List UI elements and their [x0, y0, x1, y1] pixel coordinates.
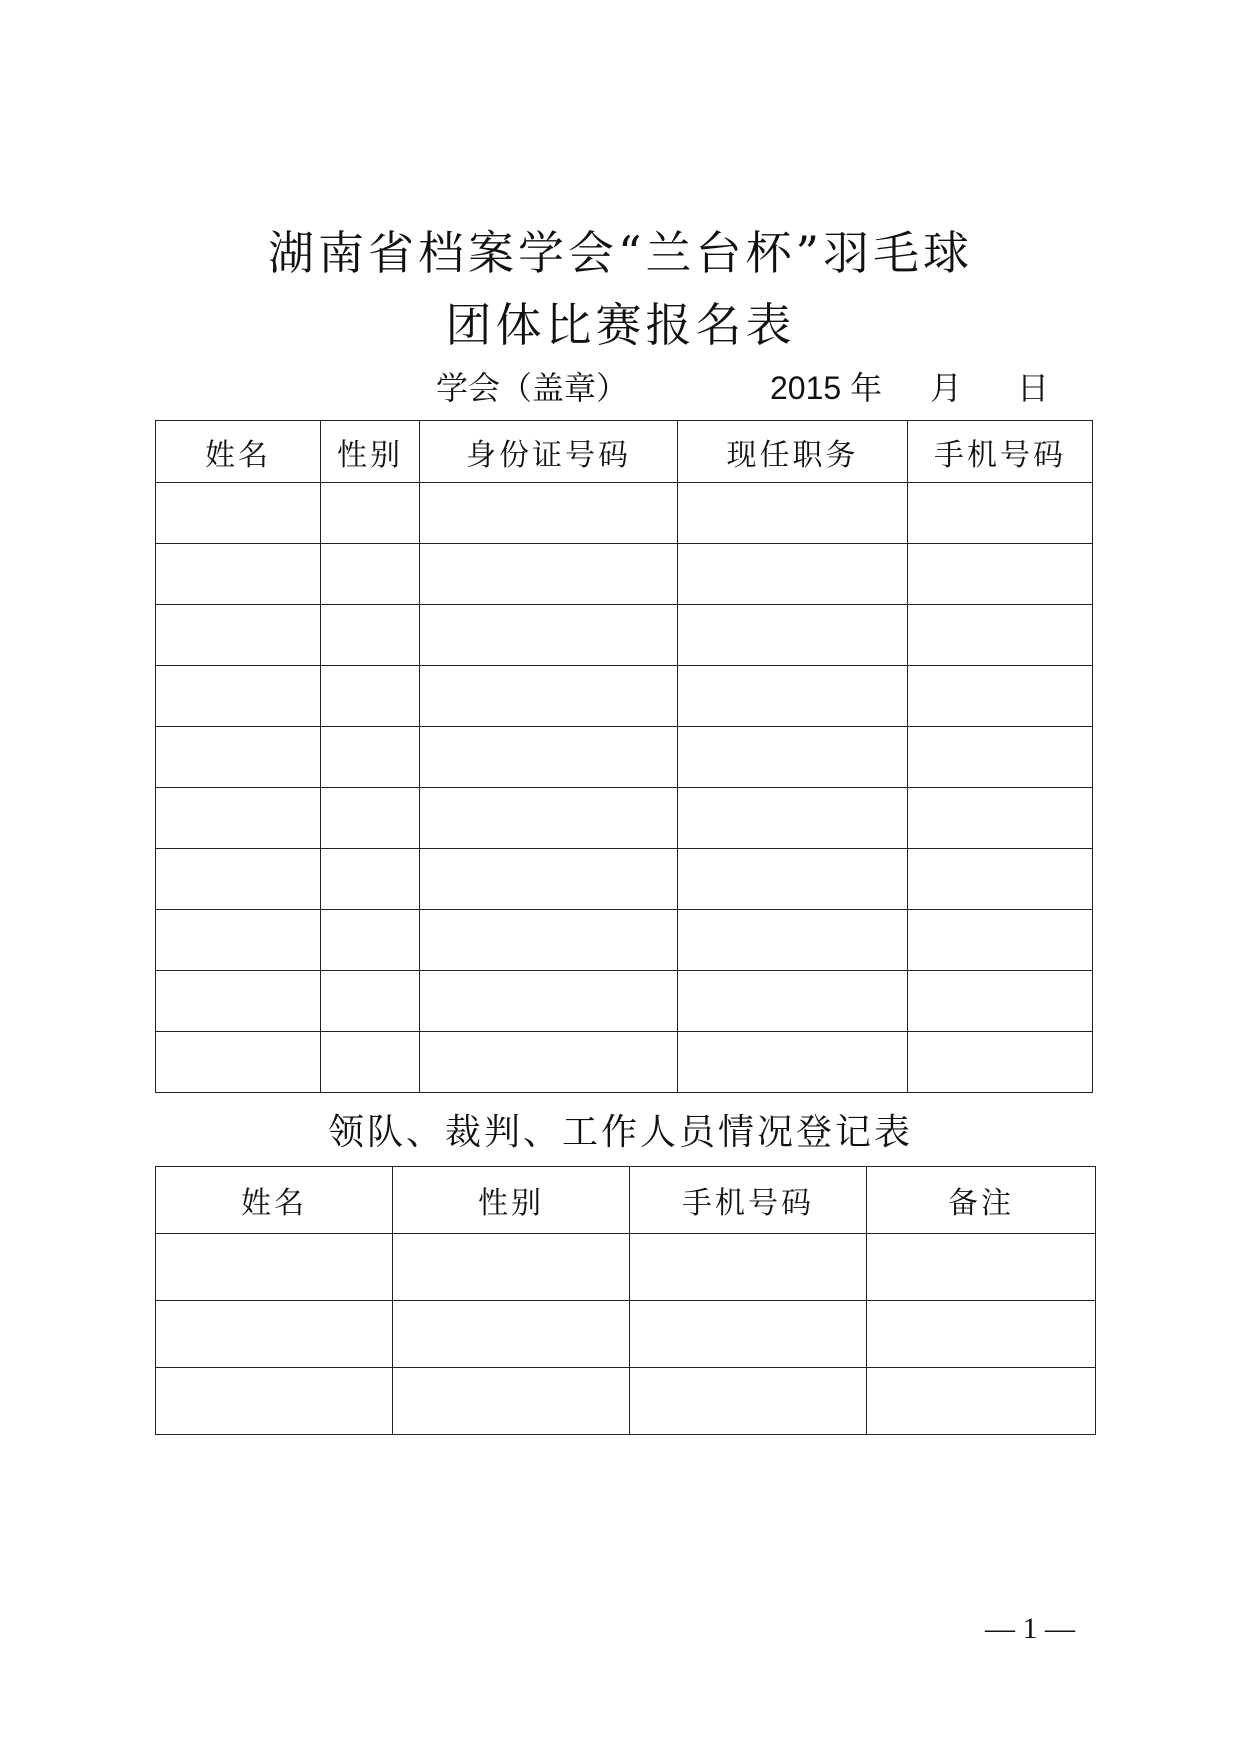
- table-cell[interactable]: [678, 910, 908, 971]
- table-cell[interactable]: [156, 727, 321, 788]
- table-cell[interactable]: [908, 788, 1093, 849]
- document-title-line2: 团体比赛报名表: [445, 298, 796, 352]
- header-name: 姓名: [156, 1167, 393, 1234]
- table-cell[interactable]: [867, 1368, 1096, 1435]
- table-cell[interactable]: [908, 971, 1093, 1032]
- table-row: [156, 1032, 1093, 1093]
- table-cell[interactable]: [908, 1032, 1093, 1093]
- table-cell[interactable]: [321, 849, 420, 910]
- table-cell[interactable]: [678, 605, 908, 666]
- table-cell[interactable]: [630, 1368, 867, 1435]
- table-cell[interactable]: [867, 1301, 1096, 1368]
- table-cell[interactable]: [321, 483, 420, 544]
- header-position: 现任职务: [678, 421, 908, 483]
- header-phone: 手机号码: [630, 1167, 867, 1234]
- table-cell[interactable]: [156, 910, 321, 971]
- table-cell[interactable]: [908, 849, 1093, 910]
- table-cell[interactable]: [630, 1234, 867, 1301]
- table-cell[interactable]: [156, 1301, 393, 1368]
- staff-table-body: [156, 1234, 1096, 1435]
- table-cell[interactable]: [321, 1032, 420, 1093]
- table-cell[interactable]: [678, 727, 908, 788]
- table-cell[interactable]: [678, 666, 908, 727]
- seal-label: 学会（盖章）: [436, 369, 629, 407]
- day-label: 日: [1017, 369, 1050, 407]
- table-cell[interactable]: [156, 666, 321, 727]
- table-cell[interactable]: [420, 788, 678, 849]
- staff-section-title: 领队、裁判、工作人员情况登记表: [327, 1112, 913, 1153]
- table-cell[interactable]: [156, 849, 321, 910]
- table-cell[interactable]: [156, 1234, 393, 1301]
- page-number: — 1 —: [985, 1612, 1075, 1645]
- table-cell[interactable]: [908, 666, 1093, 727]
- table-cell[interactable]: [420, 666, 678, 727]
- table-cell[interactable]: [678, 971, 908, 1032]
- header-gender: 性别: [321, 421, 420, 483]
- table-cell[interactable]: [908, 727, 1093, 788]
- header-gender: 性别: [393, 1167, 630, 1234]
- table-cell[interactable]: [321, 605, 420, 666]
- table-cell[interactable]: [321, 971, 420, 1032]
- table-cell[interactable]: [393, 1368, 630, 1435]
- month-label: 月: [930, 369, 963, 407]
- table-row: [156, 727, 1093, 788]
- table-cell[interactable]: [156, 483, 321, 544]
- table-cell[interactable]: [321, 727, 420, 788]
- table-cell[interactable]: [630, 1301, 867, 1368]
- table-cell[interactable]: [908, 910, 1093, 971]
- table-row: [156, 849, 1093, 910]
- header-id-number: 身份证号码: [420, 421, 678, 483]
- table-cell[interactable]: [156, 544, 321, 605]
- table-cell[interactable]: [678, 1032, 908, 1093]
- table-cell[interactable]: [321, 910, 420, 971]
- table-row: [156, 1234, 1096, 1301]
- header-notes: 备注: [867, 1167, 1096, 1234]
- table-cell[interactable]: [420, 1032, 678, 1093]
- table-cell[interactable]: [420, 544, 678, 605]
- table-header-row: [156, 1167, 1096, 1234]
- table-cell[interactable]: [321, 666, 420, 727]
- table-cell[interactable]: [420, 605, 678, 666]
- table-row: [156, 788, 1093, 849]
- header-name: 姓名: [156, 421, 321, 483]
- table-cell[interactable]: [156, 788, 321, 849]
- table-cell[interactable]: [908, 544, 1093, 605]
- registration-table-body: [156, 483, 1093, 1093]
- table-cell[interactable]: [321, 788, 420, 849]
- header-phone: 手机号码: [908, 421, 1093, 483]
- registration-table: [155, 420, 1093, 1093]
- table-row: [156, 483, 1093, 544]
- table-row: [156, 1368, 1096, 1435]
- table-cell[interactable]: [156, 605, 321, 666]
- table-cell[interactable]: [156, 1368, 393, 1435]
- document-title-line1: 湖南省档案学会“兰台杯”羽毛球: [267, 226, 974, 280]
- table-row: [156, 666, 1093, 727]
- table-cell[interactable]: [420, 727, 678, 788]
- table-cell[interactable]: [678, 788, 908, 849]
- table-row: [156, 971, 1093, 1032]
- staff-table: [155, 1166, 1096, 1435]
- table-cell[interactable]: [393, 1301, 630, 1368]
- table-cell[interactable]: [678, 849, 908, 910]
- table-row: [156, 1301, 1096, 1368]
- table-cell[interactable]: [420, 971, 678, 1032]
- year-label: 2015 年: [770, 370, 883, 406]
- table-cell[interactable]: [867, 1234, 1096, 1301]
- table-row: [156, 910, 1093, 971]
- table-cell[interactable]: [678, 544, 908, 605]
- table-cell[interactable]: [156, 971, 321, 1032]
- table-row: [156, 605, 1093, 666]
- table-cell[interactable]: [321, 544, 420, 605]
- table-cell[interactable]: [156, 1032, 321, 1093]
- table-cell[interactable]: [420, 910, 678, 971]
- table-cell[interactable]: [908, 605, 1093, 666]
- table-cell[interactable]: [420, 483, 678, 544]
- table-cell[interactable]: [393, 1234, 630, 1301]
- table-cell[interactable]: [908, 483, 1093, 544]
- table-row: [156, 544, 1093, 605]
- table-cell[interactable]: [678, 483, 908, 544]
- table-header-row: [156, 421, 1093, 483]
- table-cell[interactable]: [420, 849, 678, 910]
